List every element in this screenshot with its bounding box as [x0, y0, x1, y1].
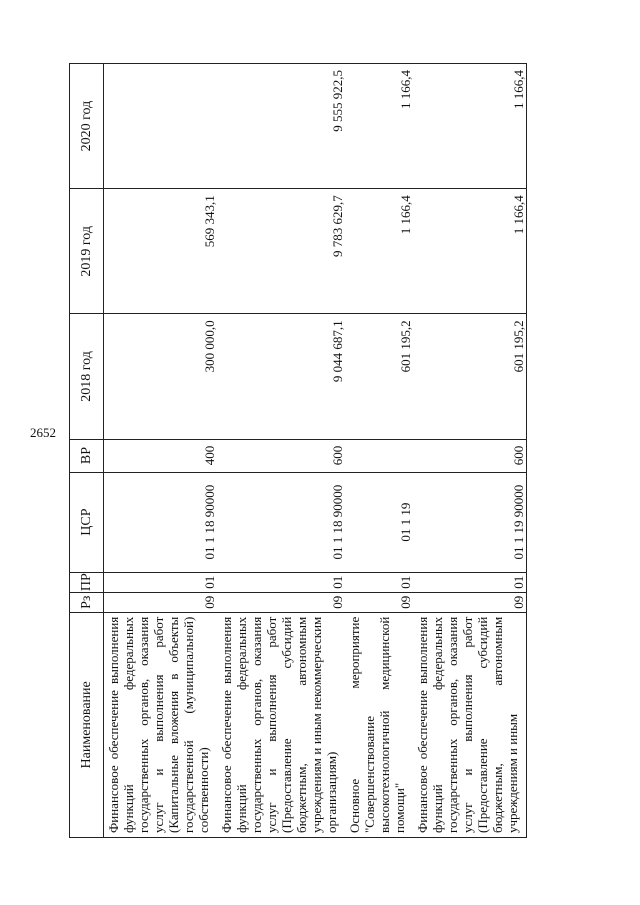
header-2018: 2018 год	[70, 314, 104, 439]
row-2020: 9 555 922,5	[217, 64, 345, 189]
header-2019: 2019 год	[70, 189, 104, 314]
row-name: Финансовое обеспечение выполнения функций федеральных государственных органов, оказания услуг и выполнения работ (Предоставление субсидий бюджетным, автономным учреждениям и иным некоммерческим организациям)	[217, 612, 345, 837]
row-csr: 01 1 19 90000	[413, 472, 527, 572]
row-name: Финансовое обеспечение выполнения функций федеральных государственных органов, оказания услуг и выполнения работ (Капитальные вложения в объекты государственной (муниципальной) собственности)	[104, 612, 218, 837]
row-csr: 01 1 19	[345, 472, 413, 572]
rotated-page-content	[69, 63, 599, 838]
header-rz: Рз	[70, 592, 104, 612]
table-row	[413, 64, 527, 838]
row-rz: 09	[345, 592, 413, 612]
table-row	[217, 64, 345, 838]
row-vr: 600	[217, 439, 345, 472]
header-2020: 2020 год	[70, 64, 104, 189]
row-pr: 01	[413, 572, 527, 592]
table-row	[104, 64, 218, 838]
row-2020: 1 166,4	[345, 64, 413, 189]
row-name: Финансовое обеспечение выполнения функций федеральных государственных органов, оказания услуг и выполнения работ (Предоставление субсидий бюджетным, автономным учреждениям и иным	[413, 612, 527, 837]
row-2018: 601 195,2	[345, 314, 413, 439]
row-2019: 1 166,4	[345, 189, 413, 314]
row-2018: 300 000,0	[104, 314, 218, 439]
row-2019: 1 166,4	[413, 189, 527, 314]
row-vr: 600	[413, 439, 527, 472]
row-pr: 01	[345, 572, 413, 592]
row-csr: 01 1 18 90000	[104, 472, 218, 572]
row-rz: 09	[104, 592, 218, 612]
header-vr: ВР	[70, 439, 104, 472]
row-2019: 569 343,1	[104, 189, 218, 314]
row-2020: 1 166,4	[413, 64, 527, 189]
row-2019: 9 783 629,7	[217, 189, 345, 314]
header-name: Наименование	[70, 612, 104, 837]
row-name: Основное мероприятие "Совершенствование высокотехнологичной медицинской помощи"	[345, 612, 413, 837]
header-csr: ЦСР	[70, 472, 104, 572]
table-row	[345, 64, 413, 838]
row-rz: 09	[217, 592, 345, 612]
row-pr: 01	[217, 572, 345, 592]
row-csr: 01 1 18 90000	[217, 472, 345, 572]
row-vr: 400	[104, 439, 218, 472]
table-header-row	[70, 64, 104, 838]
budget-table	[69, 63, 527, 838]
row-2020	[104, 64, 218, 189]
row-pr: 01	[104, 572, 218, 592]
row-vr	[345, 439, 413, 472]
row-rz: 09	[413, 592, 527, 612]
row-2018: 9 044 687,1	[217, 314, 345, 439]
row-2018: 601 195,2	[413, 314, 527, 439]
page-number: 2652	[30, 425, 56, 440]
header-pr: ПР	[70, 572, 104, 592]
